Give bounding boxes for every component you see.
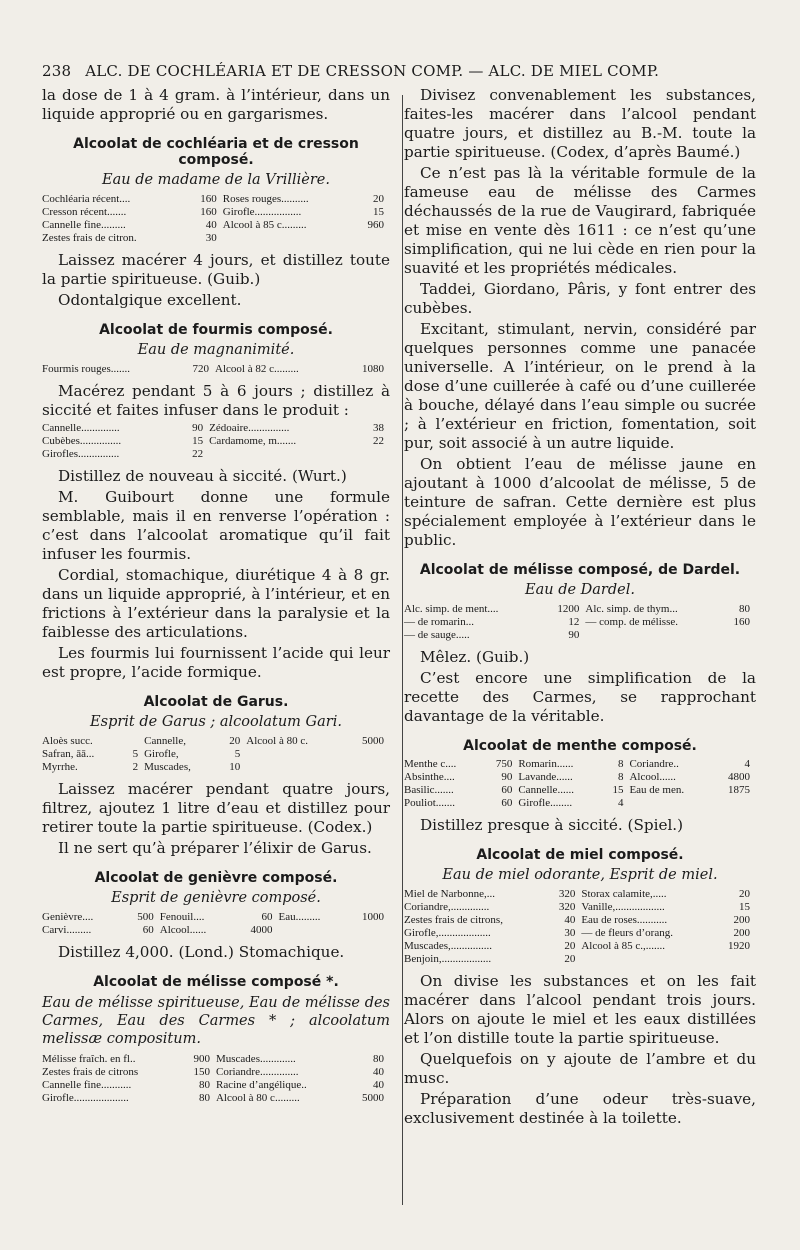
paragraph: Odontalgique excellent.: [58, 291, 242, 309]
ingredient-name: Cannelle,: [144, 735, 186, 747]
ingredient-quantity: 30: [205, 232, 217, 244]
ingredient-quantity: 320: [558, 888, 576, 900]
paragraph: On obtient l’eau de mélisse jaune en ajoutant à 1000 d’alcoolat de mélisse, 5 de teinture de safran. Cette dernière est plus spécialement employée à l’extérieur dans le public.: [404, 455, 756, 549]
paragraph: Laissez macérer 4 jours, et distillez toute la partie spiritueuse. (Guib.): [42, 251, 390, 288]
ingredient-name: — de romarin...: [404, 616, 474, 628]
ingredient-name: Zédoaire...............: [209, 422, 290, 434]
paragraph: Taddei, Giordano, Pâris, y font entrer des cubèbes.: [404, 280, 756, 317]
running-title: ALC. DE COCHLÉARIA ET DE CRESSON COMP. — ALC. DE MIEL COMP.: [85, 62, 660, 80]
ingredient-row: [42, 1066, 390, 1079]
ingredients-fourmis-infusion: [42, 422, 390, 461]
section-title-menthe: Alcoolat de menthe composé.: [463, 738, 697, 754]
ingredient-name: Muscades.............: [215, 1053, 296, 1065]
ingredient-quantity: 5: [234, 748, 241, 760]
ingredient-name: [246, 748, 345, 761]
section-title-miel: Alcoolat de miel composé.: [476, 847, 684, 863]
ingredient-name: Alc. simp. de thym...: [585, 603, 678, 615]
paragraph: Il ne sert qu’à préparer l’élixir de Garus.: [58, 839, 372, 857]
ingredient-quantity: 20: [564, 940, 576, 952]
ingredient-name: Muscades,...............: [404, 940, 492, 952]
ingredient-quantity: [715, 953, 756, 966]
ingredient-name: Storax calamite,.....: [581, 888, 667, 900]
ingredient-row: [404, 797, 756, 810]
ingredient-name: Cannelle......: [518, 784, 574, 796]
section-subtitle-garus: Esprit de Garus ; alcoolatum Gari.: [90, 714, 342, 730]
ingredient-quantity: 20: [564, 953, 576, 965]
ingredient-row: [404, 953, 756, 966]
running-header: [42, 62, 756, 80]
ingredient-name: Alcool à 80 c.........: [215, 1092, 300, 1104]
ingredients-menthe: [404, 758, 756, 810]
ingredient-name: Alc. simp. de ment....: [404, 603, 499, 615]
ingredients-fourmis: [42, 363, 390, 376]
ingredient-name: Girofle.................: [222, 206, 302, 218]
ingredient-quantity: 22: [192, 448, 204, 460]
ingredient-name: Romarin......: [518, 758, 574, 770]
ingredient-quantity: 1200: [557, 603, 580, 615]
ingredient-quantity: [345, 924, 390, 937]
ingredient-name: Pouliot.......: [404, 797, 456, 809]
ingredient-quantity: 40: [205, 219, 217, 231]
ingredient-name: Mélisse fraîch. en fl..: [42, 1053, 136, 1065]
ingredient-quantity: 320: [558, 901, 576, 913]
ingredient-row: [42, 422, 390, 435]
ingredient-name: Cannelle fine.........: [42, 219, 126, 231]
ingredient-quantity: 38: [373, 422, 384, 434]
ingredient-row: [42, 232, 390, 245]
ingredient-row: [42, 206, 390, 219]
ingredient-quantity: 1080: [362, 363, 384, 375]
ingredient-row: [404, 629, 756, 642]
ingredient-quantity: 160: [733, 616, 750, 628]
ingredient-quantity: 90: [501, 771, 513, 783]
ingredient-name: Zestes frais de citrons,: [404, 914, 503, 926]
ingredient-quantity: [713, 797, 756, 810]
ingredient-name: Myrrhe.: [42, 761, 78, 773]
ingredient-quantity: 8: [617, 758, 624, 770]
ingredient-row: [42, 748, 390, 761]
ingredient-quantity: 5000: [362, 735, 384, 747]
ingredient-name: Carvi.........: [42, 924, 92, 936]
paragraph: Ce n’est pas là la véritable formule de la fameuse eau de mélisse des Carmes déchaussés de la rue de Vaugirard, fabriquée et mise en vente dès 1611 : ce n’est qu’une simplification, qui ne lui cède en rien pour la suavité et les propriétés médicales.: [404, 164, 756, 277]
paragraph: Mêlez. (Guib.): [420, 648, 530, 666]
ingredient-quantity: 15: [192, 435, 204, 447]
ingredient-quantity: [126, 735, 144, 748]
ingredient-quantity: 40: [373, 1066, 384, 1078]
ingredient-quantity: 500: [137, 911, 154, 923]
section-title-cochlearia: Alcoolat de cochléaria et de cresson composé.: [73, 136, 359, 168]
ingredient-quantity: 8: [617, 771, 624, 783]
ingredient-quantity: 200: [733, 914, 750, 926]
ingredient-name: Lavande......: [518, 771, 573, 783]
ingredient-quantity: 5000: [362, 1092, 384, 1104]
ingredient-name: Coriandre..: [629, 758, 679, 770]
ingredient-quantity: 90: [192, 422, 204, 434]
ingredient-quantity: 20: [373, 193, 384, 205]
ingredient-row: [42, 1092, 390, 1105]
ingredient-quantity: [355, 232, 390, 245]
ingredient-name: Basilic.......: [404, 784, 454, 796]
column-divider: [402, 95, 403, 1205]
ingredient-name: — comp. de mélisse.: [585, 616, 678, 628]
page-number: 238: [42, 62, 72, 80]
ingredient-quantity: 1920: [728, 940, 750, 952]
ingredient-name: Cannelle..............: [42, 422, 120, 434]
section-subtitle-cochlearia: Eau de madame de la Vrillière.: [102, 172, 330, 188]
ingredient-name: — de fleurs d’orang.: [581, 927, 673, 939]
ingredient-row: [42, 193, 390, 206]
ingredient-name: Alcool à 85 c.,.......: [581, 940, 666, 952]
ingredient-name: Aloès succ.: [42, 735, 93, 747]
paragraph: Cordial, stomachique, diurétique 4 à 8 gr. dans un liquide approprié, à l’intérieur, et en frictions à l’extérieur dans la paralysie et la faiblesse des articulations.: [42, 566, 390, 641]
ingredient-row: [42, 924, 390, 937]
ingredients-miel: [404, 888, 756, 966]
ingredient-name: [246, 761, 345, 774]
ingredient-name: Benjoin,..................: [404, 953, 492, 965]
ingredient-quantity: 200: [733, 927, 750, 939]
ingredient-name: Fenouil....: [159, 911, 205, 923]
ingredient-quantity: 40: [373, 1079, 384, 1091]
ingredient-quantity: 80: [198, 1092, 210, 1104]
section-subtitle-dardel: Eau de Dardel.: [525, 582, 635, 598]
ingredient-quantity: 15: [373, 206, 384, 218]
ingredient-quantity: 22: [373, 435, 384, 447]
ingredients-dardel: [404, 603, 756, 642]
ingredient-quantity: 60: [261, 911, 273, 923]
ingredient-quantity: 60: [501, 784, 513, 796]
ingredient-quantity: 150: [193, 1066, 210, 1078]
paragraph: Divisez convenablement les substances, faites-les macérer dans l’alcool pendant quatre jours, et distillez au B.-M. toute la partie spiritueuse. (Codex, d’après Baumé.): [404, 86, 756, 161]
ingredients-cochlearia: [42, 193, 390, 245]
ingredient-row: [42, 219, 390, 232]
ingredient-quantity: [345, 748, 390, 761]
ingredient-name: [585, 629, 722, 642]
ingredient-name: Genièvre....: [42, 911, 94, 923]
section-title-garus: Alcoolat de Garus.: [143, 694, 289, 710]
ingredient-quantity: 40: [564, 914, 576, 926]
ingredient-name: — de sauge.....: [404, 629, 470, 641]
ingredient-quantity: 30: [564, 927, 576, 939]
ingredient-name: Cardamome, m.......: [209, 435, 297, 447]
ingredient-row: [42, 761, 390, 774]
ingredient-name: [279, 924, 346, 937]
section-subtitle-genievre: Esprit de genièvre composé.: [111, 890, 321, 906]
ingredient-quantity: [723, 629, 756, 642]
ingredient-name: Vanille,..................: [581, 901, 665, 913]
ingredient-quantity: [345, 761, 390, 774]
paragraph: Macérez pendant 5 à 6 jours ; distillez à siccité et faites infuser dans le produit :: [42, 382, 390, 419]
paragraph: Excitant, stimulant, nervin, considéré par quelques personnes comme une panacée universelle. A l’intérieur, on le prend à la dose d’une cuillerée à café ou d’une cuillerée à bouche, délayé dans l’eau simple ou sucrée ; à l’extérieur en friction, fomentation, soit pur, soit associé à un autre liquide.: [404, 320, 756, 452]
ingredient-quantity: 4: [617, 797, 624, 809]
paragraph: Distillez de nouveau à siccité. (Wurt.): [58, 467, 347, 485]
paragraph: On divise les substances et on les fait macérer dans l’alcool pendant trois jours. Alors on ajoute le miel et les eaux distillées et l’on distille toute la partie spiritueuse.: [404, 972, 756, 1047]
ingredient-quantity: 4: [744, 758, 750, 770]
ingredient-quantity: 80: [198, 1079, 210, 1091]
ingredient-name: Eau de men.: [629, 784, 685, 796]
left-column: [42, 86, 390, 1130]
paragraph: Laissez macérer pendant quatre jours, filtrez, ajoutez 1 litre d’eau et distillez pour retirer toute la partie spiritueuse. (Codex.): [42, 780, 390, 836]
ingredient-quantity: 1000: [362, 911, 384, 923]
ingredient-row: [404, 901, 756, 914]
paragraph: Les fourmis lui fournissent l’acide qui leur est propre, l’acide formique.: [42, 644, 390, 681]
paragraph: Quelquefois on y ajoute de l’ambre et du musc.: [404, 1050, 756, 1087]
ingredient-quantity: 15: [612, 784, 624, 796]
ingredient-quantity: 900: [193, 1053, 210, 1065]
ingredient-name: Racine d’angélique..: [215, 1079, 307, 1091]
ingredient-quantity: 960: [367, 219, 384, 231]
ingredient-row: [42, 911, 390, 924]
ingredient-name: Girofle....................: [42, 1092, 129, 1104]
ingredient-quantity: 720: [192, 363, 210, 375]
paragraph: C’est encore une simplification de la recette des Carmes, se rapprochant davantage de la véritable.: [404, 669, 756, 725]
ingredient-name: Alcool à 80 c.: [246, 735, 308, 747]
ingredient-row: [42, 1053, 390, 1066]
ingredient-row: [42, 448, 390, 461]
ingredient-quantity: 80: [373, 1053, 384, 1065]
ingredient-name: Cubèbes...............: [42, 435, 122, 447]
ingredient-name: Girofle,: [144, 748, 179, 760]
ingredient-quantity: 15: [739, 901, 750, 913]
section-subtitle-miel: Eau de miel odorante, Esprit de miel.: [442, 867, 718, 883]
ingredient-row: [42, 363, 390, 376]
ingredient-row: [42, 735, 390, 748]
ingredient-quantity: 60: [501, 797, 513, 809]
right-column: [404, 86, 756, 1130]
ingredient-name: Menthe c....: [404, 758, 457, 770]
ingredient-name: [581, 953, 715, 966]
ingredient-name: Absinthe....: [404, 771, 455, 783]
ingredient-name: Cresson récent.......: [42, 206, 127, 218]
ingredient-quantity: 4800: [728, 771, 750, 783]
ingredient-quantity: 12: [568, 616, 580, 628]
ingredient-name: Roses rouges..........: [222, 193, 309, 205]
ingredient-name: Safran, āā...: [42, 748, 95, 760]
section-title-dardel: Alcoolat de mélisse composé, de Dardel.: [419, 562, 741, 578]
section-subtitle-melisse: Eau de mélisse spiritueuse, Eau de mélisse des Carmes, Eau des Carmes * ; alcoolatum melissæ compositum.: [42, 995, 390, 1047]
ingredient-quantity: 20: [739, 888, 750, 900]
ingredient-quantity: 5: [132, 748, 139, 760]
ingredient-name: Fourmis rouges.......: [42, 363, 130, 375]
ingredient-quantity: 60: [142, 924, 154, 936]
paragraph: Distillez presque à siccité. (Spiel.): [420, 816, 684, 834]
intro-paragraph: la dose de 1 à 4 gram. à l’intérieur, dans un liquide approprié ou en gargarismes.: [42, 86, 390, 123]
section-title-fourmis: Alcoolat de fourmis composé.: [99, 322, 333, 338]
paragraph: Préparation d’une odeur très-suave, exclusivement destinée à la toilette.: [404, 1090, 756, 1127]
ingredients-melisse: [42, 1053, 390, 1105]
ingredient-quantity: 4000: [250, 924, 273, 936]
section-title-genievre: Alcoolat de genièvre composé.: [94, 870, 338, 886]
ingredient-name: Eau.........: [278, 911, 321, 923]
ingredient-quantity: 90: [568, 629, 580, 641]
paragraph: M. Guibourt donne une formule semblable, mais il en renverse l’opération : c’est dans l’alcoolat aromatique qu’il fait infuser les fourmis.: [42, 488, 390, 563]
ingredient-name: Zestes frais de citron.: [42, 232, 137, 244]
ingredient-name: [209, 448, 360, 461]
ingredients-garus: [42, 735, 390, 774]
ingredient-name: Alcool à 82 c.........: [215, 363, 299, 375]
ingredient-row: [404, 927, 756, 940]
ingredient-quantity: 10: [229, 761, 241, 773]
ingredient-quantity: 80: [739, 603, 750, 615]
ingredient-row: [42, 1079, 390, 1092]
ingredient-name: Cannelle fine...........: [42, 1079, 132, 1091]
ingredient-name: Cochléaria récent....: [42, 193, 131, 205]
section-subtitle-fourmis: Eau de magnanimité.: [137, 342, 295, 358]
ingredient-row: [404, 784, 756, 797]
ingredient-row: [404, 603, 756, 616]
ingredient-name: Coriandre..............: [215, 1066, 299, 1078]
ingredient-row: [404, 771, 756, 784]
ingredient-name: Alcool......: [629, 771, 676, 783]
ingredient-quantity: 750: [495, 758, 513, 770]
ingredient-name: Eau de roses...........: [581, 914, 668, 926]
ingredient-name: Coriandre,..............: [404, 901, 490, 913]
ingredient-row: [404, 758, 756, 771]
ingredient-quantity: 160: [200, 206, 217, 218]
ingredient-name: [223, 232, 355, 245]
ingredient-quantity: 160: [200, 193, 217, 205]
ingredient-name: Miel de Narbonne,...: [404, 888, 496, 900]
ingredient-quantity: [360, 448, 390, 461]
ingredient-quantity: 2: [132, 761, 139, 773]
ingredient-name: Alcool......: [159, 924, 207, 936]
section-title-melisse: Alcoolat de mélisse composé *.: [93, 974, 339, 990]
ingredient-name: Girofles...............: [42, 448, 120, 460]
ingredient-name: Girofle........: [518, 797, 573, 809]
ingredient-name: [629, 797, 713, 810]
paragraph: Distillez 4,000. (Lond.) Stomachique.: [58, 943, 345, 961]
ingredient-quantity: 20: [229, 735, 241, 747]
ingredient-name: Girofle,...................: [404, 927, 491, 939]
ingredient-row: [404, 940, 756, 953]
ingredient-name: Alcool à 85 c.........: [222, 219, 307, 231]
ingredient-row: [404, 914, 756, 927]
ingredient-quantity: 1875: [728, 784, 750, 796]
ingredient-row: [404, 616, 756, 629]
ingredients-genievre: [42, 911, 390, 937]
ingredient-name: Muscades,: [144, 761, 191, 773]
ingredient-row: [42, 435, 390, 448]
ingredient-row: [404, 888, 756, 901]
ingredient-name: Zestes frais de citrons: [42, 1066, 139, 1078]
